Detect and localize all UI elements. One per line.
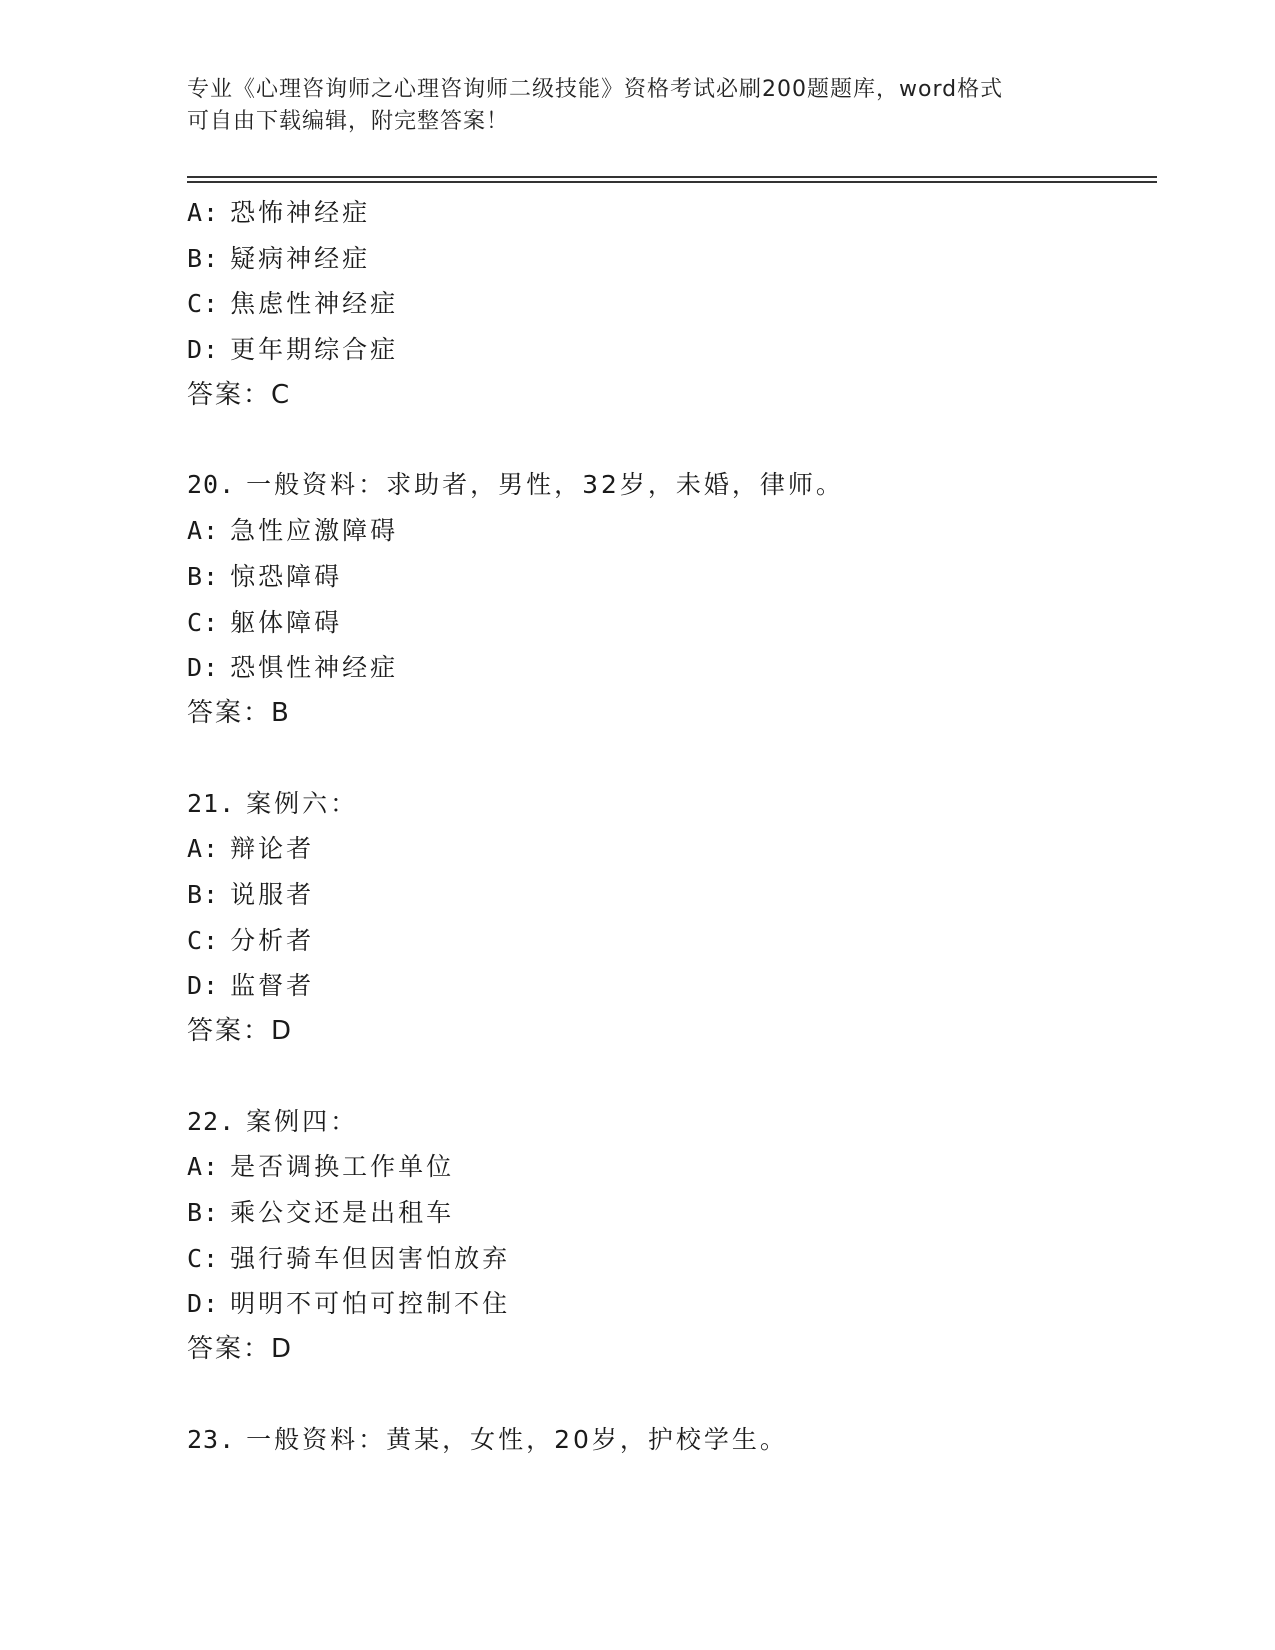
option-text: 疑病神经症 bbox=[230, 243, 371, 273]
option-text: 恐怖神经症 bbox=[230, 198, 371, 227]
question-list bbox=[187, 190, 1147, 1463]
question-spacer bbox=[187, 737, 1147, 781]
question-spacer bbox=[187, 418, 1147, 462]
option-label: D: bbox=[187, 653, 220, 683]
option-b bbox=[187, 872, 1147, 918]
option-a bbox=[187, 508, 1147, 554]
option-label: B: bbox=[187, 1198, 220, 1228]
option-text: 焦虑性神经症 bbox=[230, 289, 399, 319]
answer-line: 答案：C bbox=[187, 379, 292, 410]
question-23 bbox=[187, 1417, 1147, 1463]
option-text: 强行骑车但因害怕放弃 bbox=[230, 1243, 511, 1273]
option-c bbox=[187, 918, 1147, 964]
option-label: C: bbox=[187, 1243, 220, 1273]
answer-line: 答案：B bbox=[187, 697, 291, 728]
question-21 bbox=[187, 781, 1147, 1055]
option-text: 躯体障碍 bbox=[230, 607, 343, 637]
question-stem bbox=[187, 781, 1147, 827]
option-label: A: bbox=[187, 516, 220, 546]
header-divider-bottom bbox=[187, 181, 1157, 183]
option-label: C: bbox=[187, 289, 220, 319]
option-d bbox=[187, 645, 1147, 691]
option-a bbox=[187, 190, 1147, 236]
question-stem bbox=[187, 1417, 1147, 1463]
option-b bbox=[187, 236, 1147, 282]
question-text: 案例六： bbox=[246, 788, 359, 818]
option-d bbox=[187, 963, 1147, 1009]
question-spacer bbox=[187, 1055, 1147, 1099]
question-text: 一般资料：黄某，女性，20岁，护校学生。 bbox=[246, 1424, 788, 1454]
option-text: 说服者 bbox=[230, 879, 315, 909]
option-label: A: bbox=[187, 198, 220, 227]
option-c bbox=[187, 1236, 1147, 1282]
option-b bbox=[187, 1190, 1147, 1236]
option-label: D: bbox=[187, 335, 220, 365]
option-text: 分析者 bbox=[230, 925, 315, 955]
question-spacer bbox=[187, 1373, 1147, 1417]
question-text: 案例四： bbox=[246, 1106, 359, 1136]
option-text: 急性应激障碍 bbox=[230, 516, 399, 546]
question-number: 23. bbox=[187, 1424, 236, 1454]
header-line-2: 可自由下载编辑，附完整答案！ bbox=[187, 109, 510, 134]
option-b bbox=[187, 554, 1147, 600]
question-number: 22. bbox=[187, 1106, 236, 1136]
question-19-continuation bbox=[187, 190, 1147, 418]
question-20 bbox=[187, 462, 1147, 736]
question-text: 一般资料：求助者，男性，32岁，未婚，律师。 bbox=[246, 470, 844, 500]
option-label: D: bbox=[187, 1289, 220, 1319]
option-c bbox=[187, 281, 1147, 327]
option-text: 惊恐障碍 bbox=[230, 561, 343, 591]
option-text: 辩论者 bbox=[230, 834, 315, 864]
question-number: 21. bbox=[187, 788, 236, 818]
option-label: A: bbox=[187, 1152, 220, 1182]
option-label: B: bbox=[187, 243, 220, 273]
header-divider-top bbox=[187, 176, 1157, 178]
option-text: 监督者 bbox=[230, 971, 315, 1001]
option-label: D: bbox=[187, 971, 220, 1001]
option-label: B: bbox=[187, 561, 220, 591]
option-c bbox=[187, 600, 1147, 646]
option-label: C: bbox=[187, 607, 220, 637]
option-text: 更年期综合症 bbox=[230, 335, 399, 365]
option-label: C: bbox=[187, 925, 220, 955]
option-d bbox=[187, 1281, 1147, 1327]
question-stem bbox=[187, 1099, 1147, 1145]
question-22 bbox=[187, 1099, 1147, 1373]
question-number: 20. bbox=[187, 470, 236, 500]
option-label: A: bbox=[187, 834, 220, 864]
answer-line: 答案：D bbox=[187, 1334, 294, 1365]
document-header bbox=[187, 74, 1087, 138]
header-line-1: 专业《心理咨询师之心理咨询师二级技能》资格考试必刷200题题库，word格式 bbox=[187, 77, 1004, 102]
answer-line: 答案：D bbox=[187, 1016, 294, 1046]
option-d bbox=[187, 327, 1147, 373]
option-text: 明明不可怕可控制不住 bbox=[230, 1289, 511, 1319]
option-a bbox=[187, 826, 1147, 872]
option-label: B: bbox=[187, 879, 220, 909]
option-text: 恐惧性神经症 bbox=[230, 653, 399, 683]
option-text: 是否调换工作单位 bbox=[230, 1152, 455, 1182]
option-a bbox=[187, 1144, 1147, 1190]
option-text: 乘公交还是出租车 bbox=[230, 1198, 455, 1228]
question-stem bbox=[187, 462, 1147, 508]
